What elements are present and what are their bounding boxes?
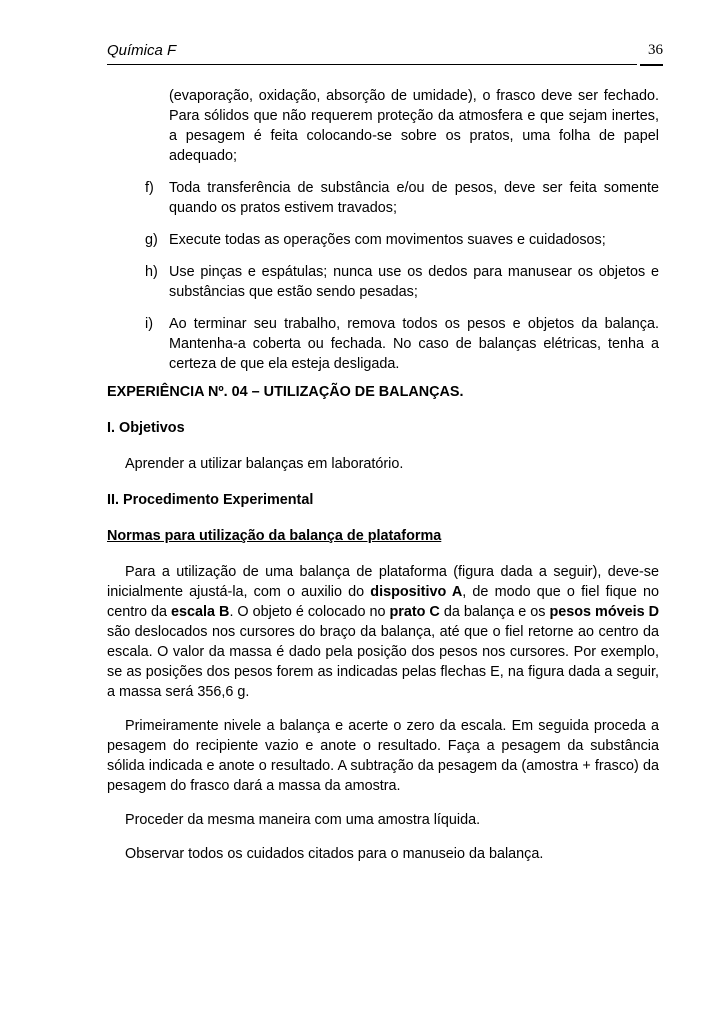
p1-text-1: Para a utilização de uma balança de plataforma (figura dada a seguir), deve-se inicialmente ajustá-la, com o auxilio do [107,564,659,600]
list-marker: i) [145,316,153,332]
list-item-text: Execute todas as operações com movimentos suaves e cuidadosos; [169,232,606,248]
paragraph-procedimento [107,562,659,702]
list-continuation: (evaporação, oxidação, absorção de umidade), o frasco deve ser fechado. Para sólidos que não requerem proteção da atmosfera e que sejam inertes, a pesagem é feita colocando-se sobre os pratos, uma folha de papel adequado; [169,88,659,164]
paragraph-cuidados: Observar todos os cuidados citados para o manuseio da balança. [125,846,544,862]
section-heading-procedimento: II. Procedimento Experimental [107,492,314,508]
header-rule-accent [640,64,663,66]
p1-bold-dispositivo: dispositivo A [370,584,463,600]
page-number: 36 [648,42,663,58]
header-title: Química F [107,42,177,59]
list-item-h [145,262,659,302]
experiment-title: EXPERIÊNCIA Nº. 04 – UTILIZAÇÃO DE BALANÇAS. [107,384,464,400]
section-heading-objetivos: I. Objetivos [107,420,185,436]
p1-bold-prato: prato C [389,604,440,620]
subheading-normas: Normas para utilização da balança de plataforma [107,528,442,544]
paragraph-liquida: Proceder da mesma maneira com uma amostra líquida. [125,812,481,828]
p1-text-4: da balança e os [439,604,550,620]
page-content [107,86,659,878]
objetivos-text: Aprender a utilizar balanças em laboratório. [125,456,404,472]
list-item-text: Toda transferência de substância e/ou de pesos, deve ser feita somente quando os pratos estivem travados; [169,180,659,216]
list-marker: g) [145,232,158,248]
list-marker: f) [145,180,154,196]
p1-text-3: . O objeto é colocado no [229,604,390,620]
list-item-text: Use pinças e espátulas; nunca use os dedos para manusear os objetos e substâncias que estão sendo pesadas; [169,264,659,300]
list-item-text: Ao terminar seu trabalho, remova todos os pesos e objetos da balança. Mantenha-a coberta ou fechada. No caso de balanças elétricas, tenha a certeza de que ela esteja desligada. [169,316,659,372]
list-marker: h) [145,264,158,280]
p1-bold-pesos: pesos móveis D [549,604,660,620]
header-rule [107,64,637,65]
paragraph-pesagem: Primeiramente nivele a balança e acerte o zero da escala. Em seguida proceda a pesagem do recipiente vazio e anote o resultado. Faça a pesagem da substância sólida indicada e anote o resultado. A subtração da pesagem da (amostra + frasco) da pesagem do frasco dará a massa da amostra. [107,718,659,794]
list-item-g [145,230,659,250]
p1-text-5: são deslocados nos cursores do braço da balança, até que o fiel retorne ao centro da escala. O valor da massa é dado pela posição dos pesos nos cursores. Por exemplo, se as posições dos pesos forem as indicadas pelas flechas E, na figura dada a seguir, a massa será 356,6 g. [107,624,659,700]
p1-bold-escala: escala B [171,604,230,620]
list-item-i [145,314,659,374]
p1-text-2: , de modo que o fiel fique no centro da [107,584,659,620]
page-header [107,42,663,66]
list-item-f [145,178,659,218]
